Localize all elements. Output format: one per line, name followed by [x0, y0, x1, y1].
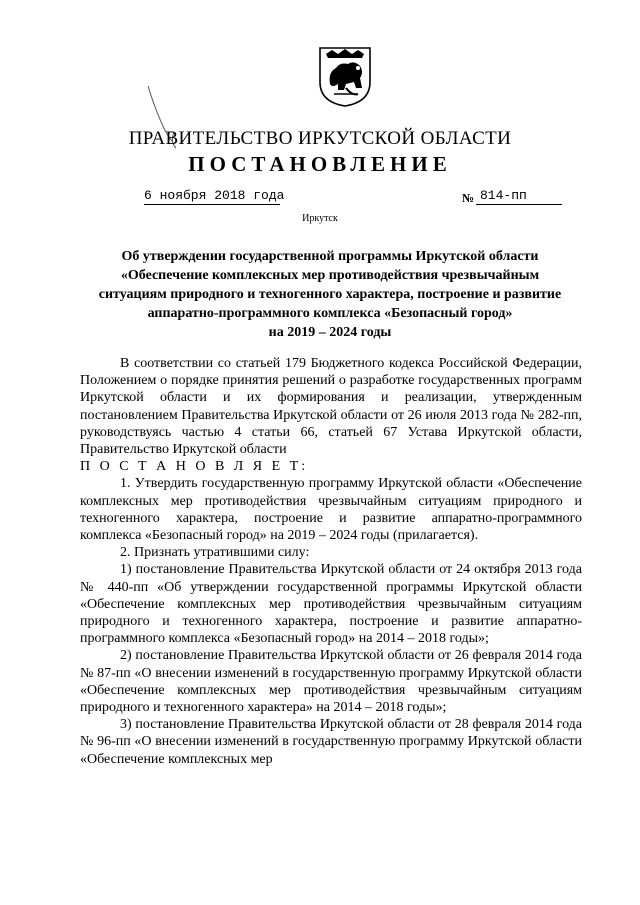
subitem-1: 1) постановление Правительства Иркутской области от 24 октября 2013 года № 440-пп «Об утверждении государственной программы Иркутской области «Обеспечение комплексных мер противодействия чрезвычайным ситуациям природного и техногенного характера, построение и развитие аппаратно-программного комплекса «Безопасный город» на 2014 – 2018 годы»; [80, 562, 582, 647]
coat-of-arms-icon [318, 44, 372, 108]
document-number: 814-пп [480, 188, 527, 203]
subitem-2: 2) постановление Правительства Иркутской области от 26 февраля 2014 года № 87-пп «О внесении изменений в государственную программу Иркутской области «Обеспечение комплексных мер противодействия чрезвычайным ситуациям природного и техногенного характера» на 2014 – 2018 годы»; [80, 648, 582, 716]
subitem-3: 3) постановление Правительства Иркутской области от 28 февраля 2014 года № 96-пп «О внесении изменений в государственную программу Иркутской области «Обеспечение комплексных мер [80, 717, 582, 767]
paragraph-item-2: 2. Признать утратившими силу: [120, 545, 310, 561]
title-line: ситуациям природного и техногенного характера, построение и развитие [98, 287, 562, 302]
document-title [80, 247, 580, 342]
resolves-heading: П О С Т А Н О В Л Я Е Т: [80, 459, 309, 475]
paragraph-item-1: 1. Утвердить государственную программу Иркутской области «Обеспечение комплексных мер противодействия чрезвычайным ситуациям природного и техногенного характера, построение и развитие аппаратно-программного комплекса «Безопасный город» на 2019 – 2024 годы (прилагается). [80, 476, 582, 544]
document-date: 6 ноября 2018 года [144, 188, 285, 203]
government-name: ПРАВИТЕЛЬСТВО ИРКУТСКОЙ ОБЛАСТИ [128, 128, 512, 149]
document-body [80, 355, 582, 768]
document-type: ПОСТАНОВЛЕНИЕ [188, 152, 452, 176]
number-sign: № [462, 191, 475, 205]
title-line: на 2019 – 2024 годы [268, 325, 392, 340]
city: Иркутск [302, 213, 338, 224]
number-underline [476, 204, 562, 205]
preamble-paragraph: В соответствии со статьей 179 Бюджетного кодекса Российской Федерации, Положением о порядке принятия решений о разработке государственных программ Иркутской области и их формирования и реализации, утвержденным постановлением Правительства Иркутской области от 26 июля 2013 года № 282-пп, руководствуясь частью 4 статьи 66, статьей 67 Устава Иркутской области, Правительство Иркутской области [80, 356, 582, 458]
title-line: «Обеспечение комплексных мер противодействия чрезвычайным [120, 268, 540, 283]
date-underline [144, 204, 280, 205]
title-line: Об утверждении государственной программы Иркутской области [121, 249, 539, 264]
title-line: аппаратно-программного комплекса «Безопасный город» [147, 306, 513, 321]
